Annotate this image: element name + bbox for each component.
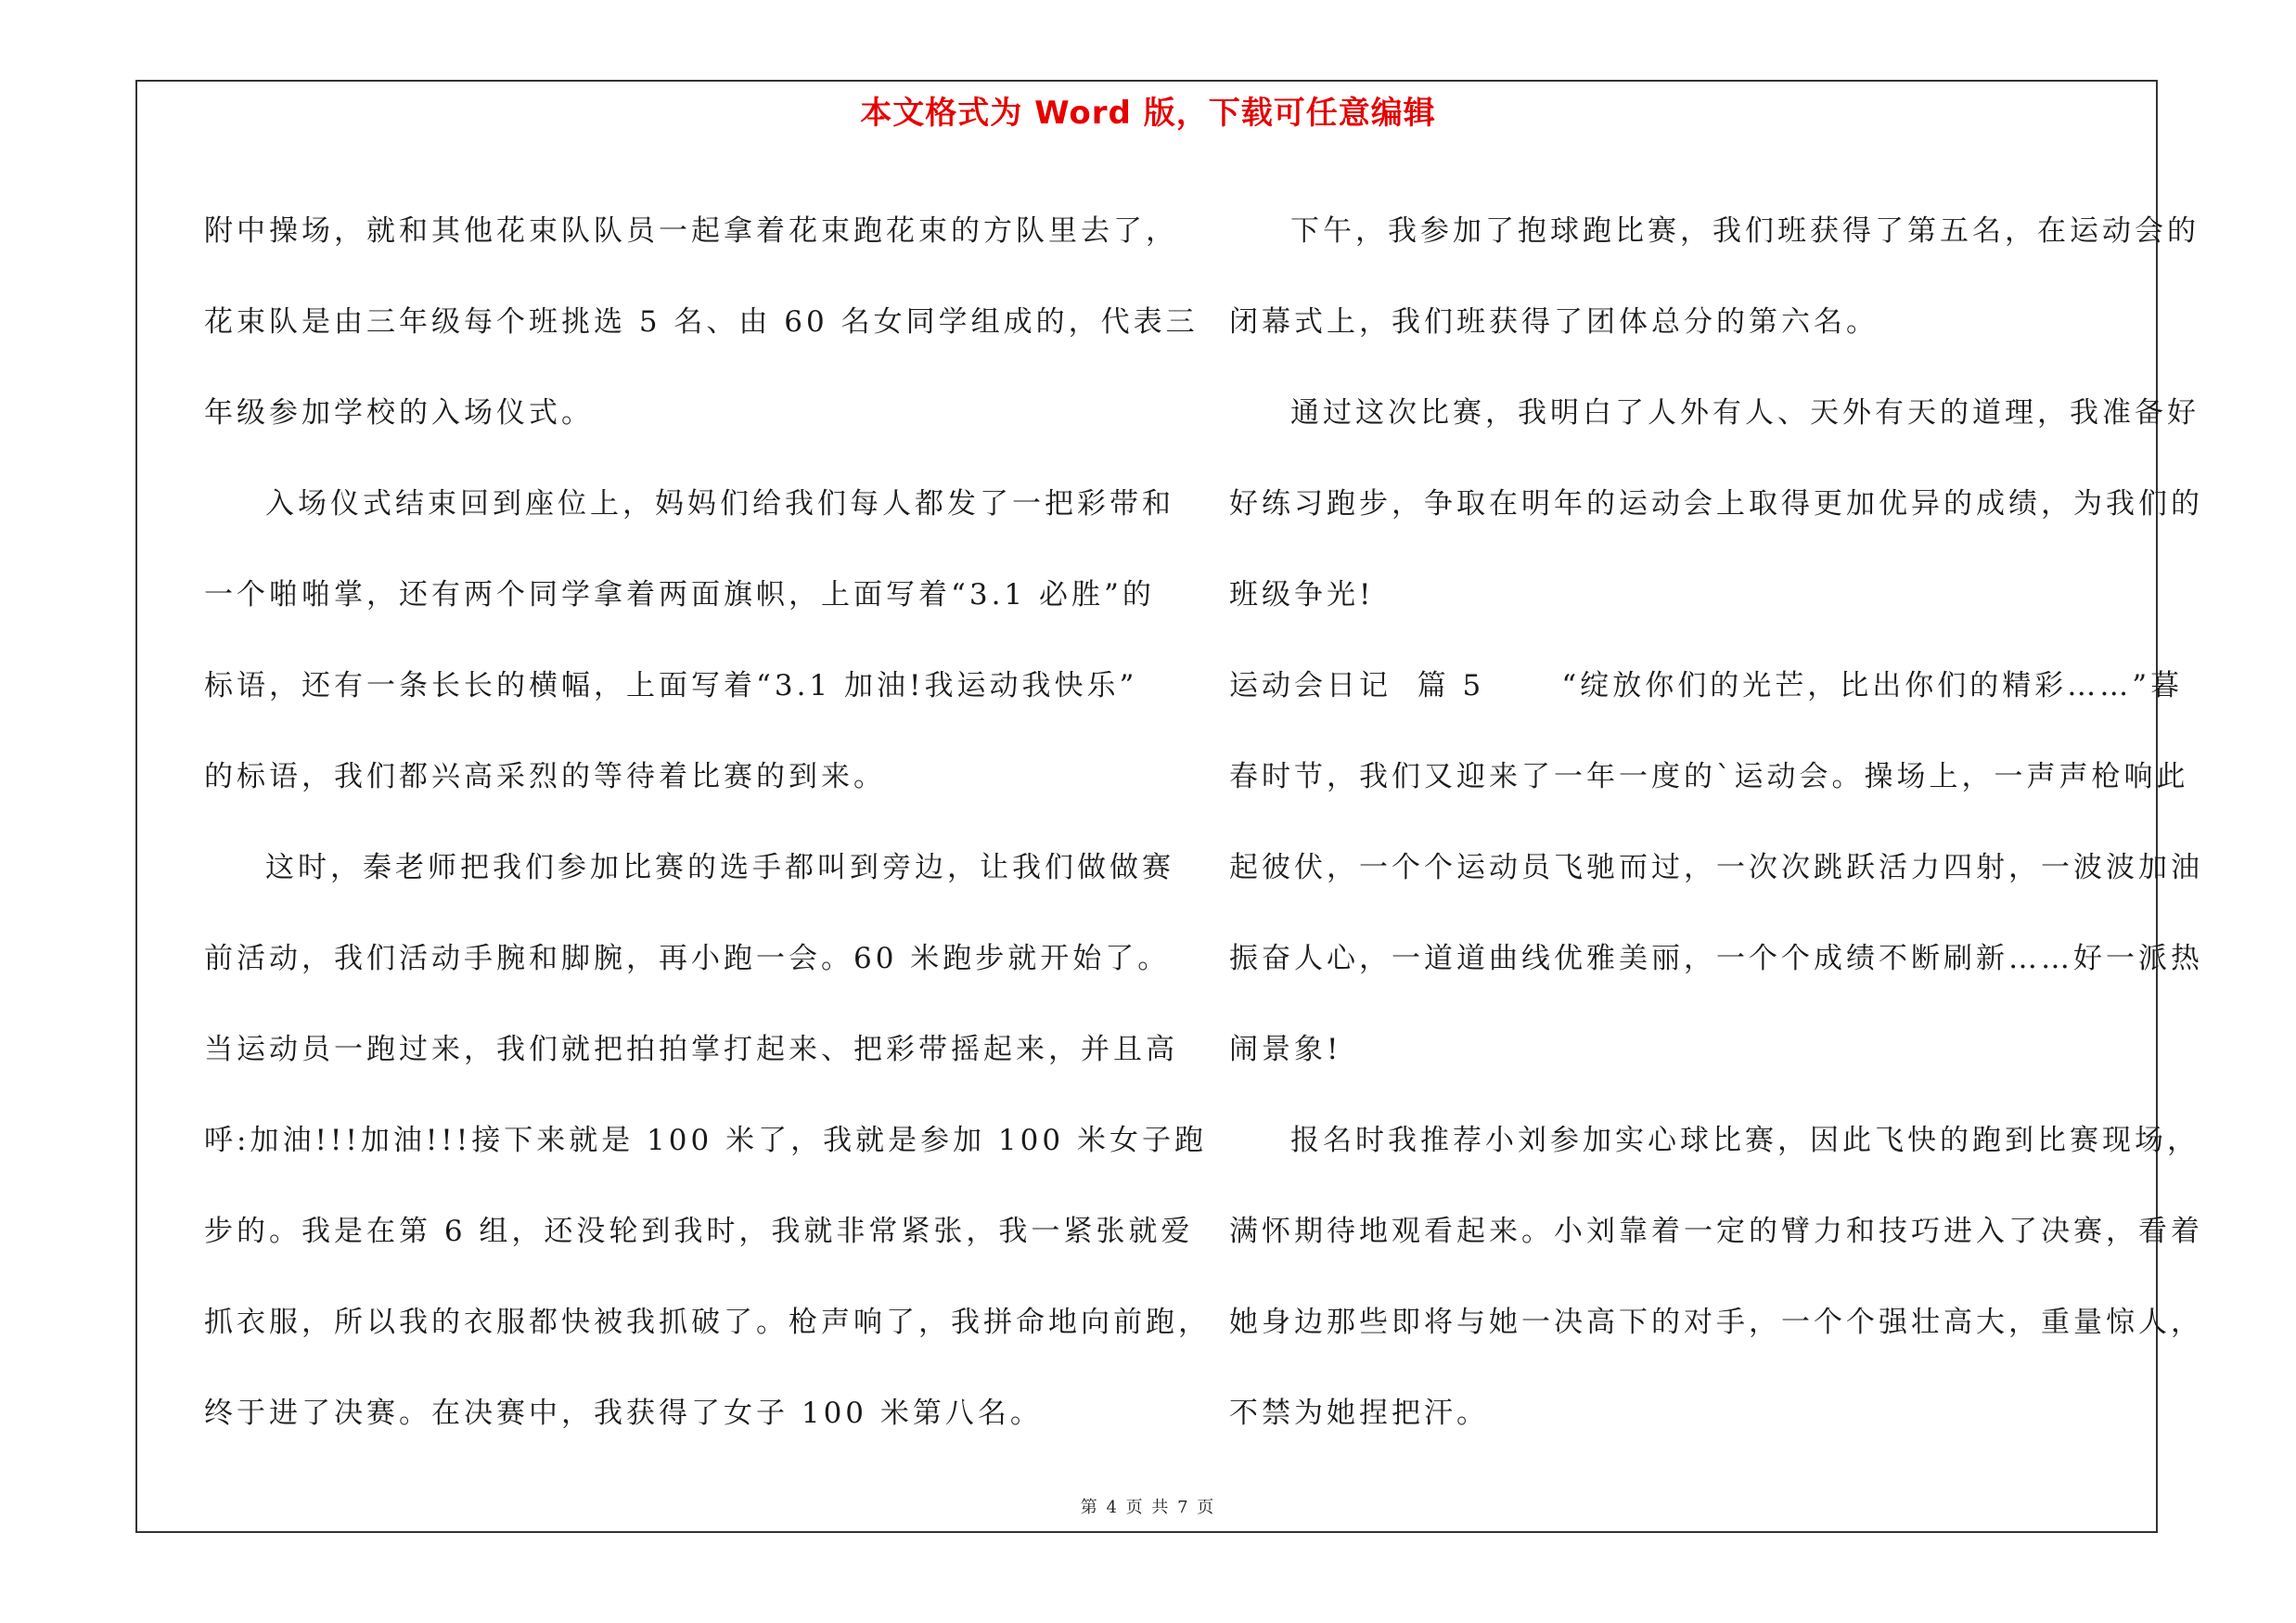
- text-line: 满怀期待地观看起来。小刘靠着一定的臂力和技巧进入了决赛，看着: [1229, 1215, 2203, 1248]
- format-banner: 本文格式为 Word 版，下载可任意编辑: [860, 95, 1436, 132]
- paragraph-start-line: 下午，我参加了抱球跑比赛，我们班获得了第五名，在运动会的: [1290, 214, 2200, 248]
- text-line: 一个啪啪掌，还有两个同学拿着两面旗帜，上面写着“3.1 必胜”的: [204, 578, 1155, 612]
- text-line: 附中操场，就和其他花束队队员一起拿着花束跑花束的方队里去了，: [204, 214, 1178, 248]
- text-line: 步的。我是在第 6 组，还没轮到我时，我就非常紧张，我一紧张就爱: [204, 1215, 1194, 1248]
- text-line: 不禁为她捏把汗。: [1229, 1397, 1489, 1430]
- text-line: 抓衣服，所以我的衣服都快被我抓破了。枪声响了，我拼命地向前跑，: [204, 1306, 1211, 1339]
- paragraph-start-line: 这时，秦老师把我们参加比赛的选手都叫到旁边，让我们做做赛: [265, 851, 1174, 884]
- text-line: 花束队是由三年级每个班挑选 5 名、由 60 名女同学组成的，代表三: [204, 305, 1199, 339]
- section-heading-line: 运动会日记 篇 5 “绽放你们的光芒，比出你们的精彩……”暮: [1229, 669, 2184, 702]
- paragraph-start-line: 报名时我推荐小刘参加实心球比赛，因此飞快的跑到比赛现场，: [1290, 1124, 2200, 1157]
- right-column: [1229, 186, 2203, 1459]
- text-line: 标语，还有一条长长的横幅，上面写着“3.1 加油!我运动我快乐”: [204, 669, 1138, 702]
- text-line: 振奋人心，一道道曲线优雅美丽，一个个成绩不断刷新……好一派热: [1229, 942, 2203, 975]
- text-line: 的标语，我们都兴高采烈的等待着比赛的到来。: [204, 760, 886, 793]
- text-line: 呼:加油!!!加油!!!接下来就是 100 米了，我就是参加 100 米女子跑: [204, 1124, 1207, 1157]
- text-line: 好练习跑步，争取在明年的运动会上取得更加优异的成绩，为我们的: [1229, 487, 2203, 521]
- text-line: 年级参加学校的入场仪式。: [204, 396, 594, 430]
- page-number: 第 4 页 共 7 页: [1080, 1498, 1216, 1517]
- text-line: 闭幕式上，我们班获得了团体总分的第六名。: [1229, 305, 1879, 339]
- text-line: 终于进了决赛。在决赛中，我获得了女子 100 米第八名。: [204, 1397, 1043, 1430]
- text-line: 闹景象!: [1229, 1033, 1342, 1066]
- paragraph-start-line: 入场仪式结束回到座位上，妈妈们给我们每人都发了一把彩带和: [265, 487, 1174, 521]
- text-line: 前活动，我们活动手腕和脚腕，再小跑一会。60 米跑步就开始了。: [204, 942, 1171, 975]
- text-line: 春时节，我们又迎来了一年一度的`运动会。操场上，一声声枪响此: [1229, 760, 2189, 793]
- text-line: 起彼伏，一个个运动员飞驰而过，一次次跳跃活力四射，一波波加油: [1229, 851, 2203, 884]
- left-column: [204, 186, 1211, 1459]
- text-line: 班级争光!: [1229, 578, 1375, 612]
- paragraph-start-line: 通过这次比赛，我明白了人外有人、天外有天的道理，我准备好: [1290, 396, 2200, 430]
- text-line: 她身边那些即将与她一决高下的对手，一个个强壮高大，重量惊人，: [1229, 1306, 2203, 1339]
- text-line: 当运动员一跑过来，我们就把拍拍掌打起来、把彩带摇起来，并且高: [204, 1033, 1178, 1066]
